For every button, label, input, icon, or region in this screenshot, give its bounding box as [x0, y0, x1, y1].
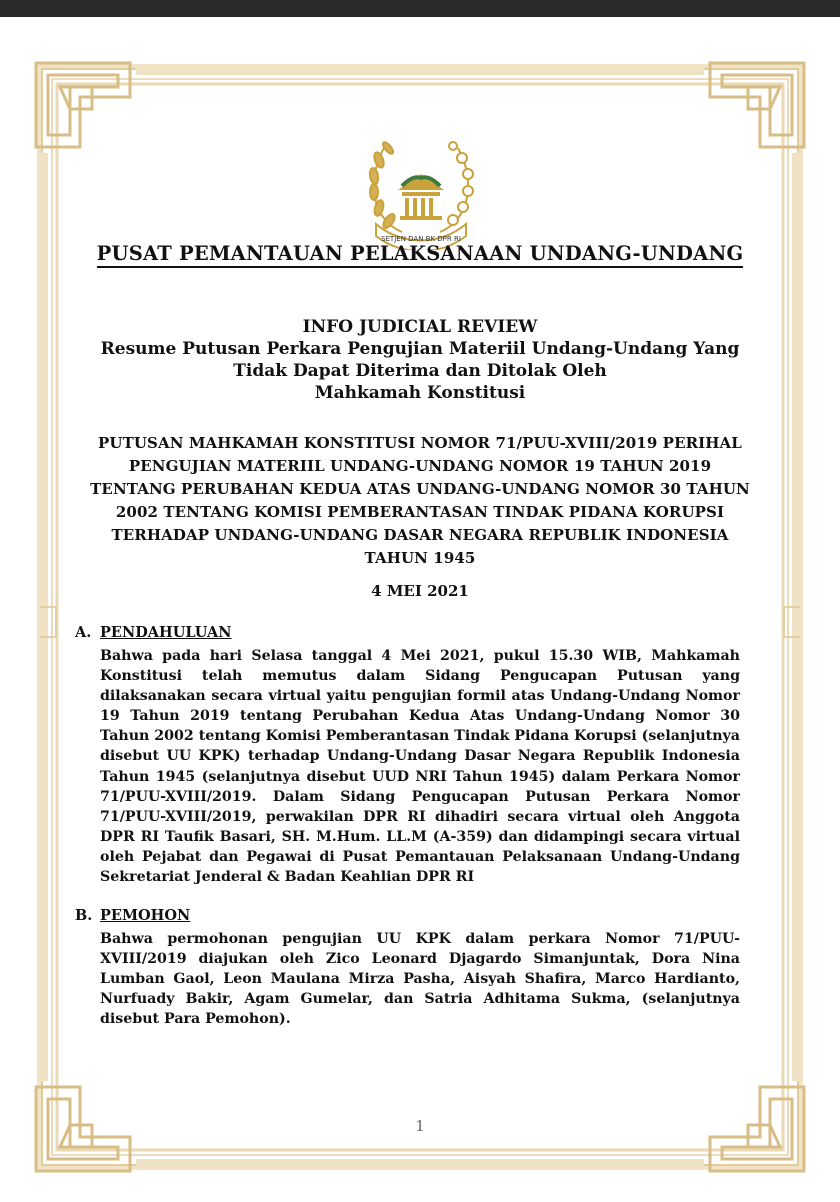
title-line-4: Mahkamah Konstitusi	[314, 383, 526, 403]
decision-date: 4 MEI 2021	[371, 582, 469, 600]
organization-title	[0, 242, 840, 265]
document-page	[0, 17, 840, 1202]
page-number: 1	[415, 1117, 425, 1135]
decision-line: TERHADAP UNDANG-UNDANG DASAR NEGARA REPUBLIK INDONESIA	[111, 526, 729, 544]
section-b-letter: B.	[75, 907, 93, 924]
decision-line: PUTUSAN MAHKAMAH KONSTITUSI NOMOR 71/PUU-XVIII/2019 PERIHAL	[98, 434, 742, 452]
section-a-letter: A.	[75, 624, 92, 641]
title-line-1: INFO JUDICIAL REVIEW	[302, 317, 538, 337]
decision-line: PENGUJIAN MATERIIL UNDANG-UNDANG NOMOR 19 TAHUN 2019	[128, 457, 712, 475]
seal-text: SETJEN DAN BK DPR RI	[381, 235, 461, 243]
title-line-3: Tidak Dapat Diterima dan Ditolak Oleh	[233, 361, 607, 381]
section-b-heading: PEMOHON	[100, 907, 191, 924]
title-line-2: Resume Putusan Perkara Pengujian Materiil Undang-Undang Yang	[100, 339, 740, 359]
decision-title	[0, 432, 840, 570]
section-a-heading: PENDAHULUAN	[100, 624, 232, 641]
section-b-body: Bahwa permohonan pengujian UU KPK dalam perkara Nomor 71/PUU-XVIII/2019 diajukan oleh Zico Leonard Djagardo Simanjuntak, Dora Nina Lumban Gaol, Leon Maulana Mirza Pasha, Aisyah Shafira, Marco Hardianto, Nurfuady Bakir, Agam Gumelar, dan Satria Adhitama Sukma, (selanjutnya disebut Para Pemohon).	[100, 931, 740, 1028]
dpr-seal-logo	[362, 120, 480, 250]
organization-title-text: PUSAT PEMANTAUAN PELAKSANAAN UNDANG-UNDANG	[97, 242, 744, 268]
decision-line: 2002 TENTANG KOMISI PEMBERANTASAN TINDAK PIDANA KORUPSI	[115, 503, 725, 521]
window-top-bar	[0, 0, 840, 17]
document-title-block	[0, 316, 840, 404]
decision-line: TAHUN 1945	[364, 549, 476, 567]
decision-line: TENTANG PERUBAHAN KEDUA ATAS UNDANG-UNDANG NOMOR 30 TAHUN	[90, 480, 750, 498]
section-a-body: Bahwa pada hari Selasa tanggal 4 Mei 2021, pukul 15.30 WIB, Mahkamah Konstitusi telah memutus dalam Sidang Pengucapan Putusan yang dilaksanakan secara virtual yaitu pengujian formil atas Undang-Undang Nomor 19 Tahun 2019 tentang Perubahan Kedua Atas Undang-Undang Nomor 30 Tahun 2002 tentang Komisi Pemberantasan Tindak Pidana Korupsi (selanjutnya disebut UU KPK) terhadap Undang-Undang Dasar Negara Republik Indonesia Tahun 1945 (selanjutnya disebut UUD NRI Tahun 1945) dalam Perkara Nomor 71/PUU-XVIII/2019. Dalam Sidang Pengucapan Putusan Perkara Nomor 71/PUU-XVIII/2019, perwakilan DPR RI dihadiri secara virtual oleh Anggota DPR RI Taufik Basari, SH. M.Hum. LL.M (A-359) dan didampingi secara virtual oleh Pejabat dan Pegawai di Pusat Pemantauan Pelaksanaan Undang-Undang Sekretariat Jenderal & Badan Keahlian DPR RI	[100, 648, 740, 886]
